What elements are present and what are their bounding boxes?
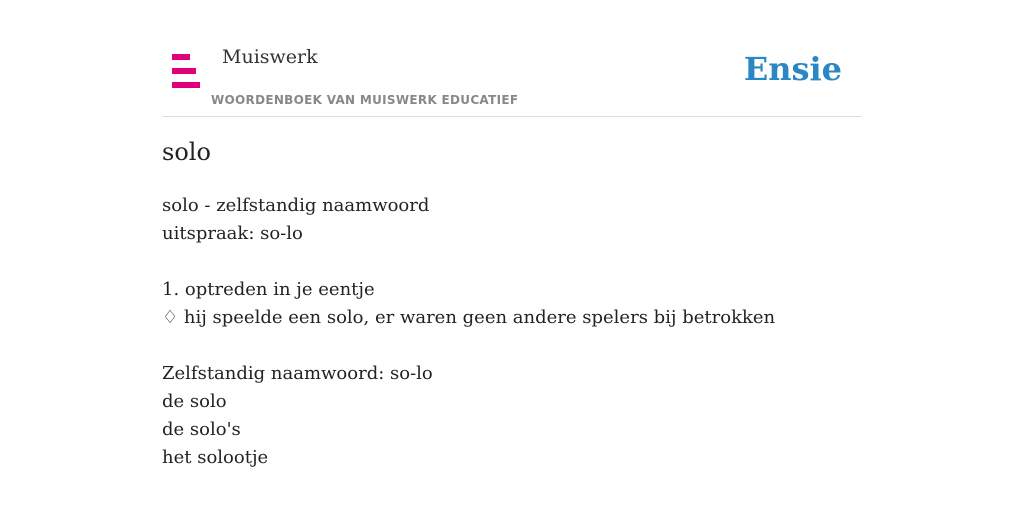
logo-bar (172, 54, 190, 60)
entry-body (162, 192, 775, 472)
brand-name[interactable]: Muiswerk (222, 46, 318, 68)
header (162, 40, 862, 117)
entry-line-definition: 1. optreden in je eentje (162, 279, 375, 300)
entry-line-pronunciation: uitspraak: so-lo (162, 223, 303, 244)
entry-line-part-of-speech: solo - zelfstandig naamwoord (162, 195, 430, 216)
ensie-logo[interactable]: Ensie (743, 50, 842, 88)
entry-line-plural: de solo's (162, 419, 241, 440)
entry-line-blank (162, 248, 775, 276)
entry-line-hyphenation: Zelfstandig naamwoord: so-lo (162, 363, 433, 384)
entry-line-singular: de solo (162, 391, 227, 412)
entry-line-blank (162, 332, 775, 360)
entry-line-diminutive: het solootje (162, 447, 269, 468)
page-title: solo (162, 138, 211, 166)
logo-bar (172, 68, 196, 74)
muiswerk-logo-icon[interactable] (172, 54, 200, 88)
logo-bar (172, 82, 200, 88)
dictionary-subtitle: WOORDENBOEK VAN MUISWERK EDUCATIEF (211, 93, 519, 107)
entry-line-example: ♢ hij speelde een solo, er waren geen andere spelers bij betrokken (162, 307, 776, 328)
